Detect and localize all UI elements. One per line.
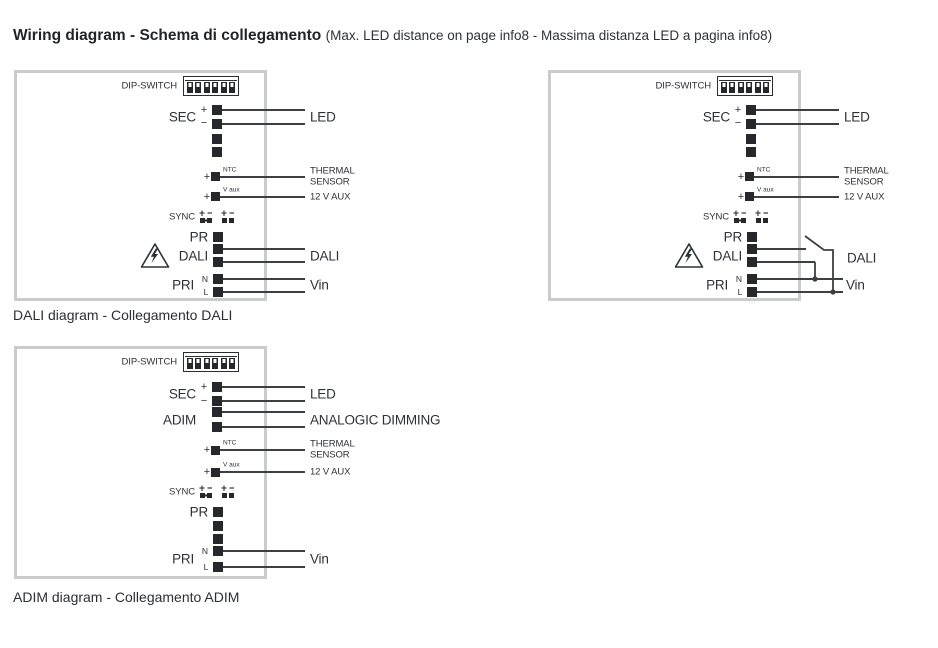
sec-plus-terminal [746, 105, 756, 115]
led-minus-wire [222, 400, 305, 402]
adim-out-label: ANALOGIC DIMMING [310, 412, 441, 428]
sec-minus-terminal [746, 119, 756, 129]
vaux-terminal [211, 468, 220, 477]
led-minus-wire [756, 123, 839, 125]
adim-terminal-2 [212, 422, 222, 432]
adim-label: ADIM [163, 412, 196, 428]
pr-terminal [213, 232, 223, 242]
vaux-plus-sign: + [203, 191, 211, 203]
led-plus-wire [222, 386, 305, 388]
vin-label: Vin [846, 277, 865, 293]
vaux-wire [754, 196, 839, 198]
vaux-plus-sign: + [737, 191, 745, 203]
dali-terminal-2 [213, 257, 223, 267]
diagram-adim [14, 346, 441, 591]
vin-label: Vin [310, 277, 329, 293]
led-label: LED [310, 109, 336, 125]
pr-terminal [213, 507, 223, 517]
pr-terminal [747, 232, 757, 242]
spare-terminal [213, 521, 223, 531]
vin-l-wire [223, 291, 305, 293]
neutral-letter: N [201, 546, 209, 556]
ntc-terminal [211, 446, 220, 455]
vin-n-wire [223, 550, 305, 552]
line-letter: L [203, 562, 209, 572]
dali-wire-1 [223, 248, 305, 250]
page-title-main: Wiring diagram - Schema di collegamento [13, 27, 322, 44]
caption-dali: DALI diagram - Collegamento DALI [13, 307, 233, 323]
adim-wire-2 [222, 426, 305, 428]
dali-terminal-2 [747, 257, 757, 267]
pri-n-terminal [747, 274, 757, 284]
dali-label: DALI [178, 248, 208, 264]
pri-l-terminal [213, 562, 223, 572]
thermal-sensor-label-line1: THERMAL [844, 165, 889, 177]
pr-label: PR [189, 504, 208, 520]
ntc-superscript: NTC [757, 166, 771, 174]
neutral-letter: N [735, 274, 743, 284]
adim-wire-1 [222, 411, 305, 413]
thermal-sensor-label-line1: THERMAL [310, 165, 355, 177]
sync-label: SYNC [703, 211, 729, 223]
dali-terminal-1 [747, 244, 757, 254]
dip-switch-label: DIP-SWITCH [655, 80, 711, 92]
ntc-plus-sign: + [203, 444, 211, 456]
vin-n-wire [223, 278, 305, 280]
sync-icon [199, 210, 239, 224]
ntc-plus-sign: + [737, 171, 745, 183]
sec-plus-sign: + [200, 381, 208, 393]
ntc-superscript: NTC [223, 166, 237, 174]
line-letter: L [203, 287, 209, 297]
diagram-dali-mains-switch [548, 70, 893, 315]
thermal-sensor-wire [754, 176, 839, 178]
sec-plus-sign: + [734, 104, 742, 116]
led-label: LED [310, 386, 336, 402]
spare-terminal [212, 147, 222, 157]
thermal-sensor-label-line1: THERMAL [310, 438, 355, 450]
pri-l-terminal [213, 287, 223, 297]
vaux-superscript: V aux [223, 186, 240, 194]
caption-adim: ADIM diagram - Collegamento ADIM [13, 589, 240, 605]
pri-n-terminal [213, 546, 223, 556]
sec-plus-terminal [212, 105, 222, 115]
vaux-superscript: V aux [757, 186, 774, 194]
spare-terminal [212, 134, 222, 144]
vaux-plus-sign: + [203, 466, 211, 478]
sec-plus-sign: + [200, 104, 208, 116]
sec-minus-sign: − [734, 117, 742, 129]
dali-out-label: DALI [847, 250, 877, 266]
thermal-sensor-label-line2: SENSOR [310, 449, 350, 461]
dali-terminal-1 [213, 244, 223, 254]
thermal-sensor-label-line2: SENSOR [844, 176, 884, 188]
sec-plus-terminal [212, 382, 222, 392]
dali-out-label: DALI [310, 248, 340, 264]
mains-switch-symbol [798, 230, 850, 298]
vaux-label: 12 V AUX [310, 466, 351, 478]
sec-label: SEC [168, 109, 196, 125]
page-title [13, 27, 772, 45]
pri-l-terminal [747, 287, 757, 297]
vaux-terminal [745, 192, 754, 201]
dip-switch-icon [717, 76, 773, 96]
vaux-label: 12 V AUX [844, 191, 885, 203]
sync-icon [733, 210, 773, 224]
led-label: LED [844, 109, 870, 125]
vaux-wire [220, 196, 305, 198]
vaux-terminal [211, 192, 220, 201]
sync-icon [199, 485, 239, 499]
led-plus-wire [756, 109, 839, 111]
thermal-sensor-wire [220, 449, 305, 451]
dip-switch-label: DIP-SWITCH [121, 356, 177, 368]
diagram-dali-bus [14, 70, 359, 315]
led-minus-wire [222, 123, 305, 125]
dip-switch-icon [183, 76, 239, 96]
sec-label: SEC [168, 386, 196, 402]
thermal-sensor-label-line2: SENSOR [310, 176, 350, 188]
ntc-plus-sign: + [203, 171, 211, 183]
dip-switch-icon [183, 352, 239, 372]
vin-l-wire [223, 566, 305, 568]
vaux-wire [220, 471, 305, 473]
sec-minus-sign: − [200, 395, 208, 407]
pr-label: PR [723, 229, 742, 245]
pri-label: PRI [172, 277, 194, 293]
dali-wire-2 [223, 261, 305, 263]
line-letter: L [737, 287, 743, 297]
dip-switch-label: DIP-SWITCH [121, 80, 177, 92]
spare-terminal [213, 534, 223, 544]
thermal-sensor-wire [220, 176, 305, 178]
sec-label: SEC [702, 109, 730, 125]
sec-minus-sign: − [200, 117, 208, 129]
page-title-note: (Max. LED distance on page info8 - Massima distanza LED a pagina info8) [325, 28, 773, 43]
vaux-superscript: V aux [223, 461, 240, 469]
sync-label: SYNC [169, 211, 195, 223]
ntc-superscript: NTC [223, 439, 237, 447]
ntc-terminal [745, 172, 754, 181]
sec-minus-terminal [212, 119, 222, 129]
pri-label: PRI [706, 277, 728, 293]
vin-label: Vin [310, 551, 329, 567]
sec-minus-terminal [212, 396, 222, 406]
spare-terminal [746, 147, 756, 157]
dali-label: DALI [712, 248, 742, 264]
pri-label: PRI [172, 551, 194, 567]
pri-n-terminal [213, 274, 223, 284]
ntc-terminal [211, 172, 220, 181]
adim-terminal-1 [212, 407, 222, 417]
led-plus-wire [222, 109, 305, 111]
vaux-label: 12 V AUX [310, 191, 351, 203]
sync-label: SYNC [169, 486, 195, 498]
neutral-letter: N [201, 274, 209, 284]
pr-label: PR [189, 229, 208, 245]
spare-terminal [746, 134, 756, 144]
